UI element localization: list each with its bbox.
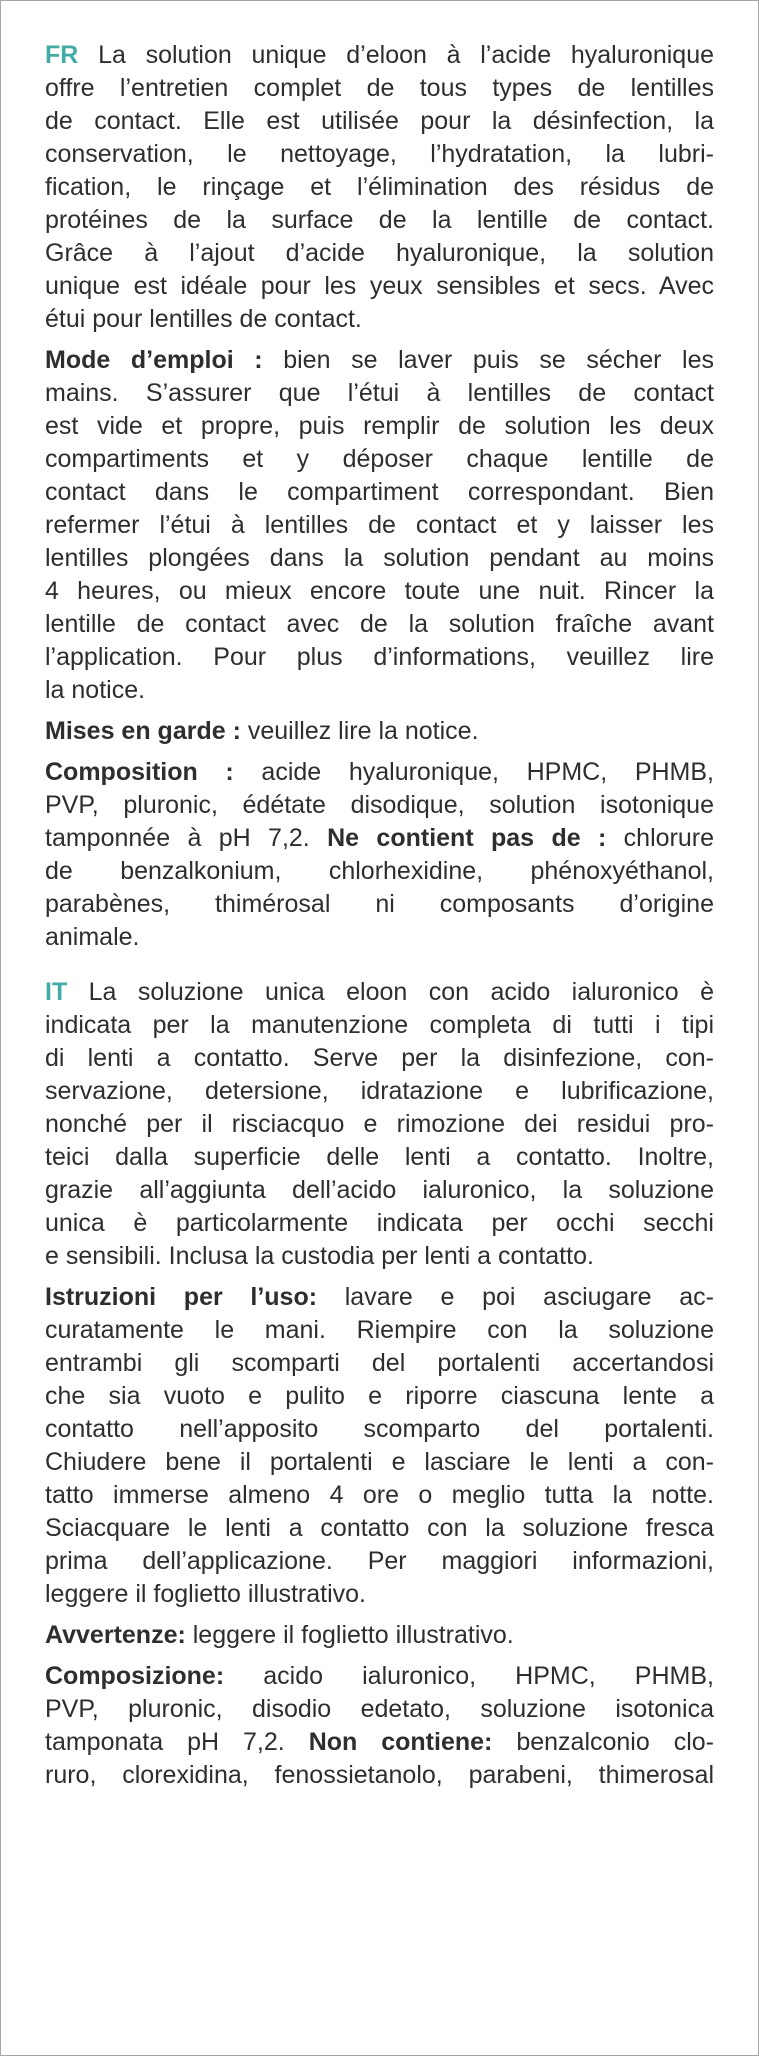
text-line [45, 1660, 714, 1693]
text-line: protéines de la surface de la lentille de contact. [45, 206, 714, 234]
text-segment: veuillez lire la notice. [247, 717, 479, 745]
text-segment: tamponata pH 7,2. [45, 1728, 285, 1756]
text-line: lentille de contact avec de la solution fraîche avant [45, 610, 714, 638]
text-segment: benzalconio clo- [516, 1728, 714, 1756]
text-line: conservation, le nettoyage, l’hydratation, la lubri- [45, 140, 714, 168]
it-usage-heading: Istruzioni per l’uso: [45, 1283, 318, 1311]
text-line: Sciacquare le lenti a contatto con la soluzione fresca [45, 1514, 714, 1542]
fr-usage-heading: Mode d’emploi : [45, 346, 263, 374]
text-line: leggere il foglietto illustrativo. [45, 1580, 366, 1608]
it-composition-heading: Composizione: [45, 1662, 225, 1690]
it-section [45, 976, 714, 1792]
text-line: de benzalkonium, chlorhexidine, phénoxyéthanol, [45, 857, 714, 885]
it-not-contains-heading: Non contiene: [308, 1728, 493, 1756]
text-segment: La solution unique d’eloon à l’acide hyaluronique [98, 41, 715, 69]
text-line: grazie all’aggiunta dell’acido ialuronico, la soluzione [45, 1176, 714, 1204]
text-segment: acido ialuronico, HPMC, PHMB, [263, 1662, 714, 1690]
text-line: parabènes, thimérosal ni composants d’origine [45, 890, 714, 918]
fr-warnings-heading: Mises en garde : [45, 717, 241, 745]
text-line: servazione, detersione, idratazione e lubrificazione, [45, 1077, 714, 1105]
text-line [45, 976, 714, 1009]
text-line: contact dans le compartiment correspondant. Bien [45, 478, 714, 506]
text-line: est vide et propre, puis remplir de solution les deux [45, 412, 714, 440]
text-line: nonché per il risciacquo e rimozione dei residui pro- [45, 1110, 714, 1138]
text-line [45, 822, 714, 855]
text-line [45, 344, 714, 377]
it-lang-tag: IT [45, 978, 68, 1006]
text-segment: La soluzione unica eloon con acido ialuronico è [88, 978, 714, 1006]
text-line: di lenti a contatto. Serve per la disinfezione, con- [45, 1044, 714, 1072]
text-line: l’application. Pour plus d’informations, veuillez lire [45, 643, 714, 671]
text-line: lentilles plongées dans la solution pendant au moins [45, 544, 714, 572]
fr-lang-tag: FR [45, 41, 79, 69]
it-warnings-paragraph [45, 1619, 714, 1652]
text-line: la notice. [45, 676, 146, 704]
fr-composition-paragraph [45, 756, 714, 954]
it-composition-paragraph [45, 1660, 714, 1792]
text-line: teici dalla superficie delle lenti a contatto. Inoltre, [45, 1143, 714, 1171]
text-line: PVP, pluronic, édétate disodique, solution isotonique [45, 791, 714, 819]
text-segment: acide hyaluronique, HPMC, PHMB, [261, 758, 715, 786]
text-line: prima dell’applicazione. Per maggiori informazioni, [45, 1547, 714, 1575]
text-segment: lavare e poi asciugare ac- [344, 1283, 714, 1311]
fr-composition-heading: Composition : [45, 758, 234, 786]
fr-usage-paragraph [45, 344, 714, 707]
text-line: entrambi gli scomparti del portalenti accertandosi [45, 1349, 714, 1377]
text-segment: chlorure [623, 824, 714, 852]
text-line: tatto immerse almeno 4 ore o meglio tutta la notte. [45, 1481, 714, 1509]
fr-section [45, 39, 714, 954]
text-line: PVP, pluronic, disodio edetato, soluzione isotonica [45, 1695, 714, 1723]
text-line: compartiments et y déposer chaque lentille de [45, 445, 714, 473]
text-line [45, 1726, 714, 1759]
text-line [45, 1281, 714, 1314]
text-line: refermer l’étui à lentilles de contact et y laisser les [45, 511, 714, 539]
it-warnings-heading: Avvertenze: [45, 1621, 186, 1649]
text-segment: bien se laver puis se sécher les [283, 346, 714, 374]
text-line: unique est idéale pour les yeux sensibles et secs. Avec [45, 272, 714, 300]
fr-warnings-paragraph [45, 715, 714, 748]
text-line [45, 756, 714, 789]
text-line: étui pour lentilles de contact. [45, 305, 362, 333]
text-line [45, 1619, 714, 1652]
text-line: offre l’entretien complet de tous types de lentilles [45, 74, 714, 102]
text-segment: tamponnée à pH 7,2. [45, 824, 310, 852]
fr-not-contains-heading: Ne contient pas de : [327, 824, 607, 852]
text-line: mains. S’assurer que l’étui à lentilles de contact [45, 379, 714, 407]
text-line: unica è particolarmente indicata per occhi secchi [45, 1209, 714, 1237]
text-line [45, 715, 714, 748]
text-line: indicata per la manutenzione completa di tutti i tipi [45, 1011, 714, 1039]
text-line: fication, le rinçage et l’élimination des résidus de [45, 173, 714, 201]
text-segment: leggere il foglietto illustrativo. [192, 1621, 514, 1649]
text-line: ruro, clorexidina, fenossietanolo, parabeni, thimerosal [45, 1761, 714, 1789]
text-line: 4 heures, ou mieux encore toute une nuit. Rincer la [45, 577, 714, 605]
it-usage-paragraph [45, 1281, 714, 1611]
text-line: e sensibili. Inclusa la custodia per lenti a contatto. [45, 1242, 594, 1270]
text-line: che sia vuoto e pulito e riporre ciascuna lente a [45, 1382, 714, 1410]
text-line: curatamente le mani. Riempire con la soluzione [45, 1316, 714, 1344]
text-line: Grâce à l’ajout d’acide hyaluronique, la solution [45, 239, 714, 267]
it-intro-paragraph [45, 976, 714, 1273]
text-line: de contact. Elle est utilisée pour la désinfection, la [45, 107, 714, 135]
fr-intro-paragraph [45, 39, 714, 336]
text-line: Chiudere bene il portalenti e lasciare le lenti a con- [45, 1448, 714, 1476]
text-line: animale. [45, 923, 140, 951]
text-line: contatto nell’apposito scomparto del portalenti. [45, 1415, 714, 1443]
text-line [45, 39, 714, 72]
